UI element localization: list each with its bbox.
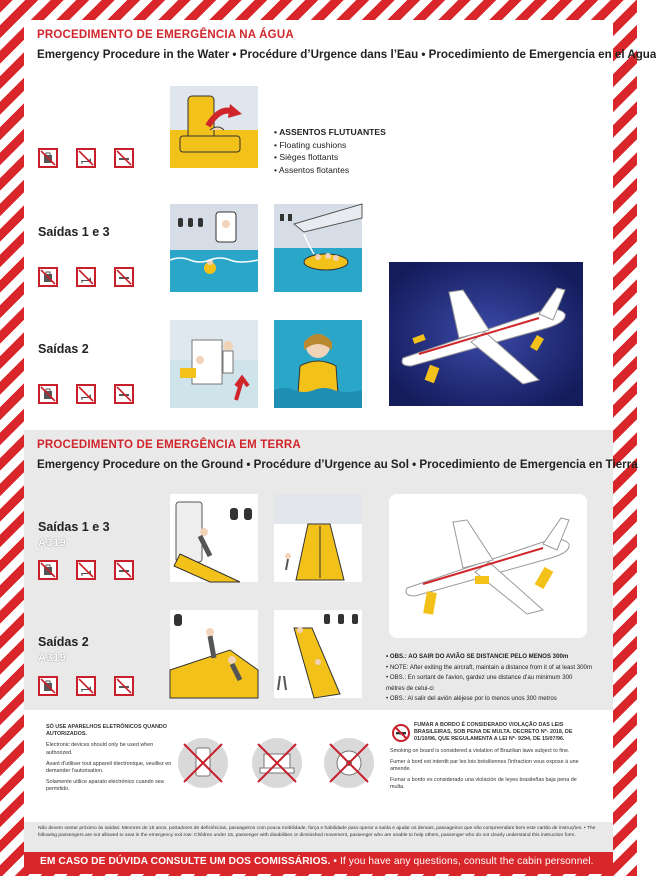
no-phone-icon bbox=[176, 736, 230, 790]
prohibition-icons bbox=[38, 560, 134, 580]
floating-item: • ASSENTOS FLUTUANTES bbox=[274, 127, 386, 137]
no-smoking-icon bbox=[114, 384, 134, 404]
no-baggage-icon bbox=[38, 676, 58, 696]
distance-note: • OBS.: Al salir del avión aléjese por lo menos unos 300 metros bbox=[386, 695, 557, 703]
ground-exits-2-model: A319 bbox=[38, 652, 67, 664]
footer-normal: • If you have any questions, consult the cabin personnel. bbox=[330, 856, 594, 867]
water-exit-2-image bbox=[170, 320, 258, 408]
floating-item: • Sièges flottants bbox=[274, 152, 339, 162]
distance-note: • OBS.: En sortant de l'avion, gardez une distance d'au minimum 300 bbox=[386, 674, 573, 682]
ground-slide-image bbox=[274, 494, 362, 582]
distance-note: mètres de celui-ci bbox=[386, 684, 434, 692]
footer-bold: EM CASO DE DÚVIDA CONSULTE UM DOS COMISSÁRIOS. bbox=[40, 856, 331, 867]
no-high-heels-icon bbox=[76, 676, 96, 696]
ground-exits-1-3-model: A319 bbox=[38, 537, 67, 549]
prohibition-icons bbox=[38, 676, 134, 696]
distance-notes bbox=[386, 652, 596, 705]
no-baggage-icon bbox=[38, 267, 58, 287]
ground-exit-1-3-image bbox=[170, 494, 258, 582]
water-raft-image bbox=[274, 204, 362, 292]
distance-note: • OBS.: AO SAIR DO AVIÃO SE DISTANCIE PELO MENOS 300m bbox=[386, 653, 569, 660]
smoking-notice bbox=[390, 722, 590, 796]
no-smoking-icon bbox=[114, 676, 134, 696]
no-smoking-icon bbox=[114, 267, 134, 287]
distance-note: • NOTE: After exiting the aircraft, maintain a distance from it of at least 300m bbox=[386, 663, 593, 671]
no-smoking-icon bbox=[114, 560, 134, 580]
ground-evacuation-diagram bbox=[389, 494, 587, 638]
card-content bbox=[24, 20, 656, 867]
electronics-notice bbox=[46, 724, 181, 798]
floating-item: • Assentos flotantes bbox=[274, 164, 350, 175]
no-baggage-icon bbox=[38, 384, 58, 404]
floating-cushion-list bbox=[274, 126, 386, 176]
smoking-line: Fumer à bord est interdit par les lois brésiliennes l'infraction vous expose à une amende. bbox=[390, 758, 579, 773]
no-high-heels-icon bbox=[76, 384, 96, 404]
no-high-heels-icon bbox=[76, 560, 96, 580]
no-baggage-icon bbox=[38, 148, 58, 168]
prohibition-icons bbox=[38, 148, 134, 168]
footer-text bbox=[40, 856, 594, 867]
floating-cushion-image bbox=[170, 86, 258, 168]
prohibition-icons bbox=[38, 267, 134, 287]
no-smoking-icon bbox=[114, 148, 134, 168]
no-cd-player-icon bbox=[322, 736, 376, 790]
smoking-line: FUMAR A BORDO É CONSIDERADO VIOLAÇÃO DAS LEIS BRASILEIRAS, SOB PENA DE MULTA. DECRETO Nº- 2018, DE 01/10/96, QUE REGULAMENTA A LEI Nº- 9294, DE 15/07/96. bbox=[414, 722, 573, 743]
ground-exits-2-label: Saídas 2 bbox=[38, 635, 89, 649]
ground-subtitle: Emergency Procedure on the Ground • Procédure d’Urgence au Sol • Procedimiento de Emergencia en Tierra bbox=[37, 458, 638, 471]
no-high-heels-icon bbox=[76, 148, 96, 168]
water-lifevest-image bbox=[274, 320, 362, 408]
ground-title: PROCEDIMENTO DE EMERGÊNCIA EM TERRA bbox=[37, 439, 301, 451]
electronics-line: Electronic devices should only be used when authorized. bbox=[46, 742, 154, 756]
ground-exits-1-3-label: Saídas 1 e 3 bbox=[38, 520, 110, 534]
water-exits-2-label: Saídas 2 bbox=[38, 342, 89, 356]
electronics-line: Solamente utilice aparato electrónico cuando sea permitido. bbox=[46, 779, 164, 793]
water-exit-1-3-image bbox=[170, 204, 258, 292]
water-evacuation-diagram bbox=[389, 262, 583, 406]
smoking-line: Smoking on board is considered a violation of Brazilian laws subject to fine. bbox=[390, 747, 570, 754]
water-title: PROCEDIMENTO DE EMERGÊNCIA NA ÁGUA bbox=[37, 29, 294, 41]
exit-row-restriction: Não devem sentar próximo às saídas: Menores de 15 anos, portadores de deficiências, passageiros com pouca mobilidade, força e habilidade para operar a saída e ajudar os demais, passageiros que não compreendam bem este cartão de instruções. • The following passengers are not allowed to seat in the emergency exit row: Children under 15, passenger with disabilities or diminished movement, passenger who are unable to help others, passenger who do not clearly understand this instruction form. bbox=[38, 826, 596, 838]
smoking-line: Fumar a bordo es considerado una violación de leyes brasileñas baja pena de multa. bbox=[390, 777, 577, 791]
ground-slide-2-image bbox=[274, 610, 362, 698]
ground-exit-2-image bbox=[170, 610, 258, 698]
floating-item: • Floating cushions bbox=[274, 139, 347, 150]
electronics-line: SÓ USE APARELHOS ELETRÔNICOS QUANDO AUTORIZADOS. bbox=[46, 724, 167, 738]
electronics-line: Avant d'utiliser tout appareil électronique, veuillez en demander l'autorisation. bbox=[46, 760, 172, 775]
no-laptop-icon bbox=[250, 736, 304, 790]
no-baggage-icon bbox=[38, 560, 58, 580]
no-high-heels-icon bbox=[76, 267, 96, 287]
prohibition-icons bbox=[38, 384, 134, 404]
water-exits-1-3-label: Saídas 1 e 3 bbox=[38, 225, 110, 239]
water-subtitle: Emergency Procedure in the Water • Procédure d’Urgence dans l’Eau • Procedimiento de Emergencia en el Agua bbox=[37, 48, 656, 61]
